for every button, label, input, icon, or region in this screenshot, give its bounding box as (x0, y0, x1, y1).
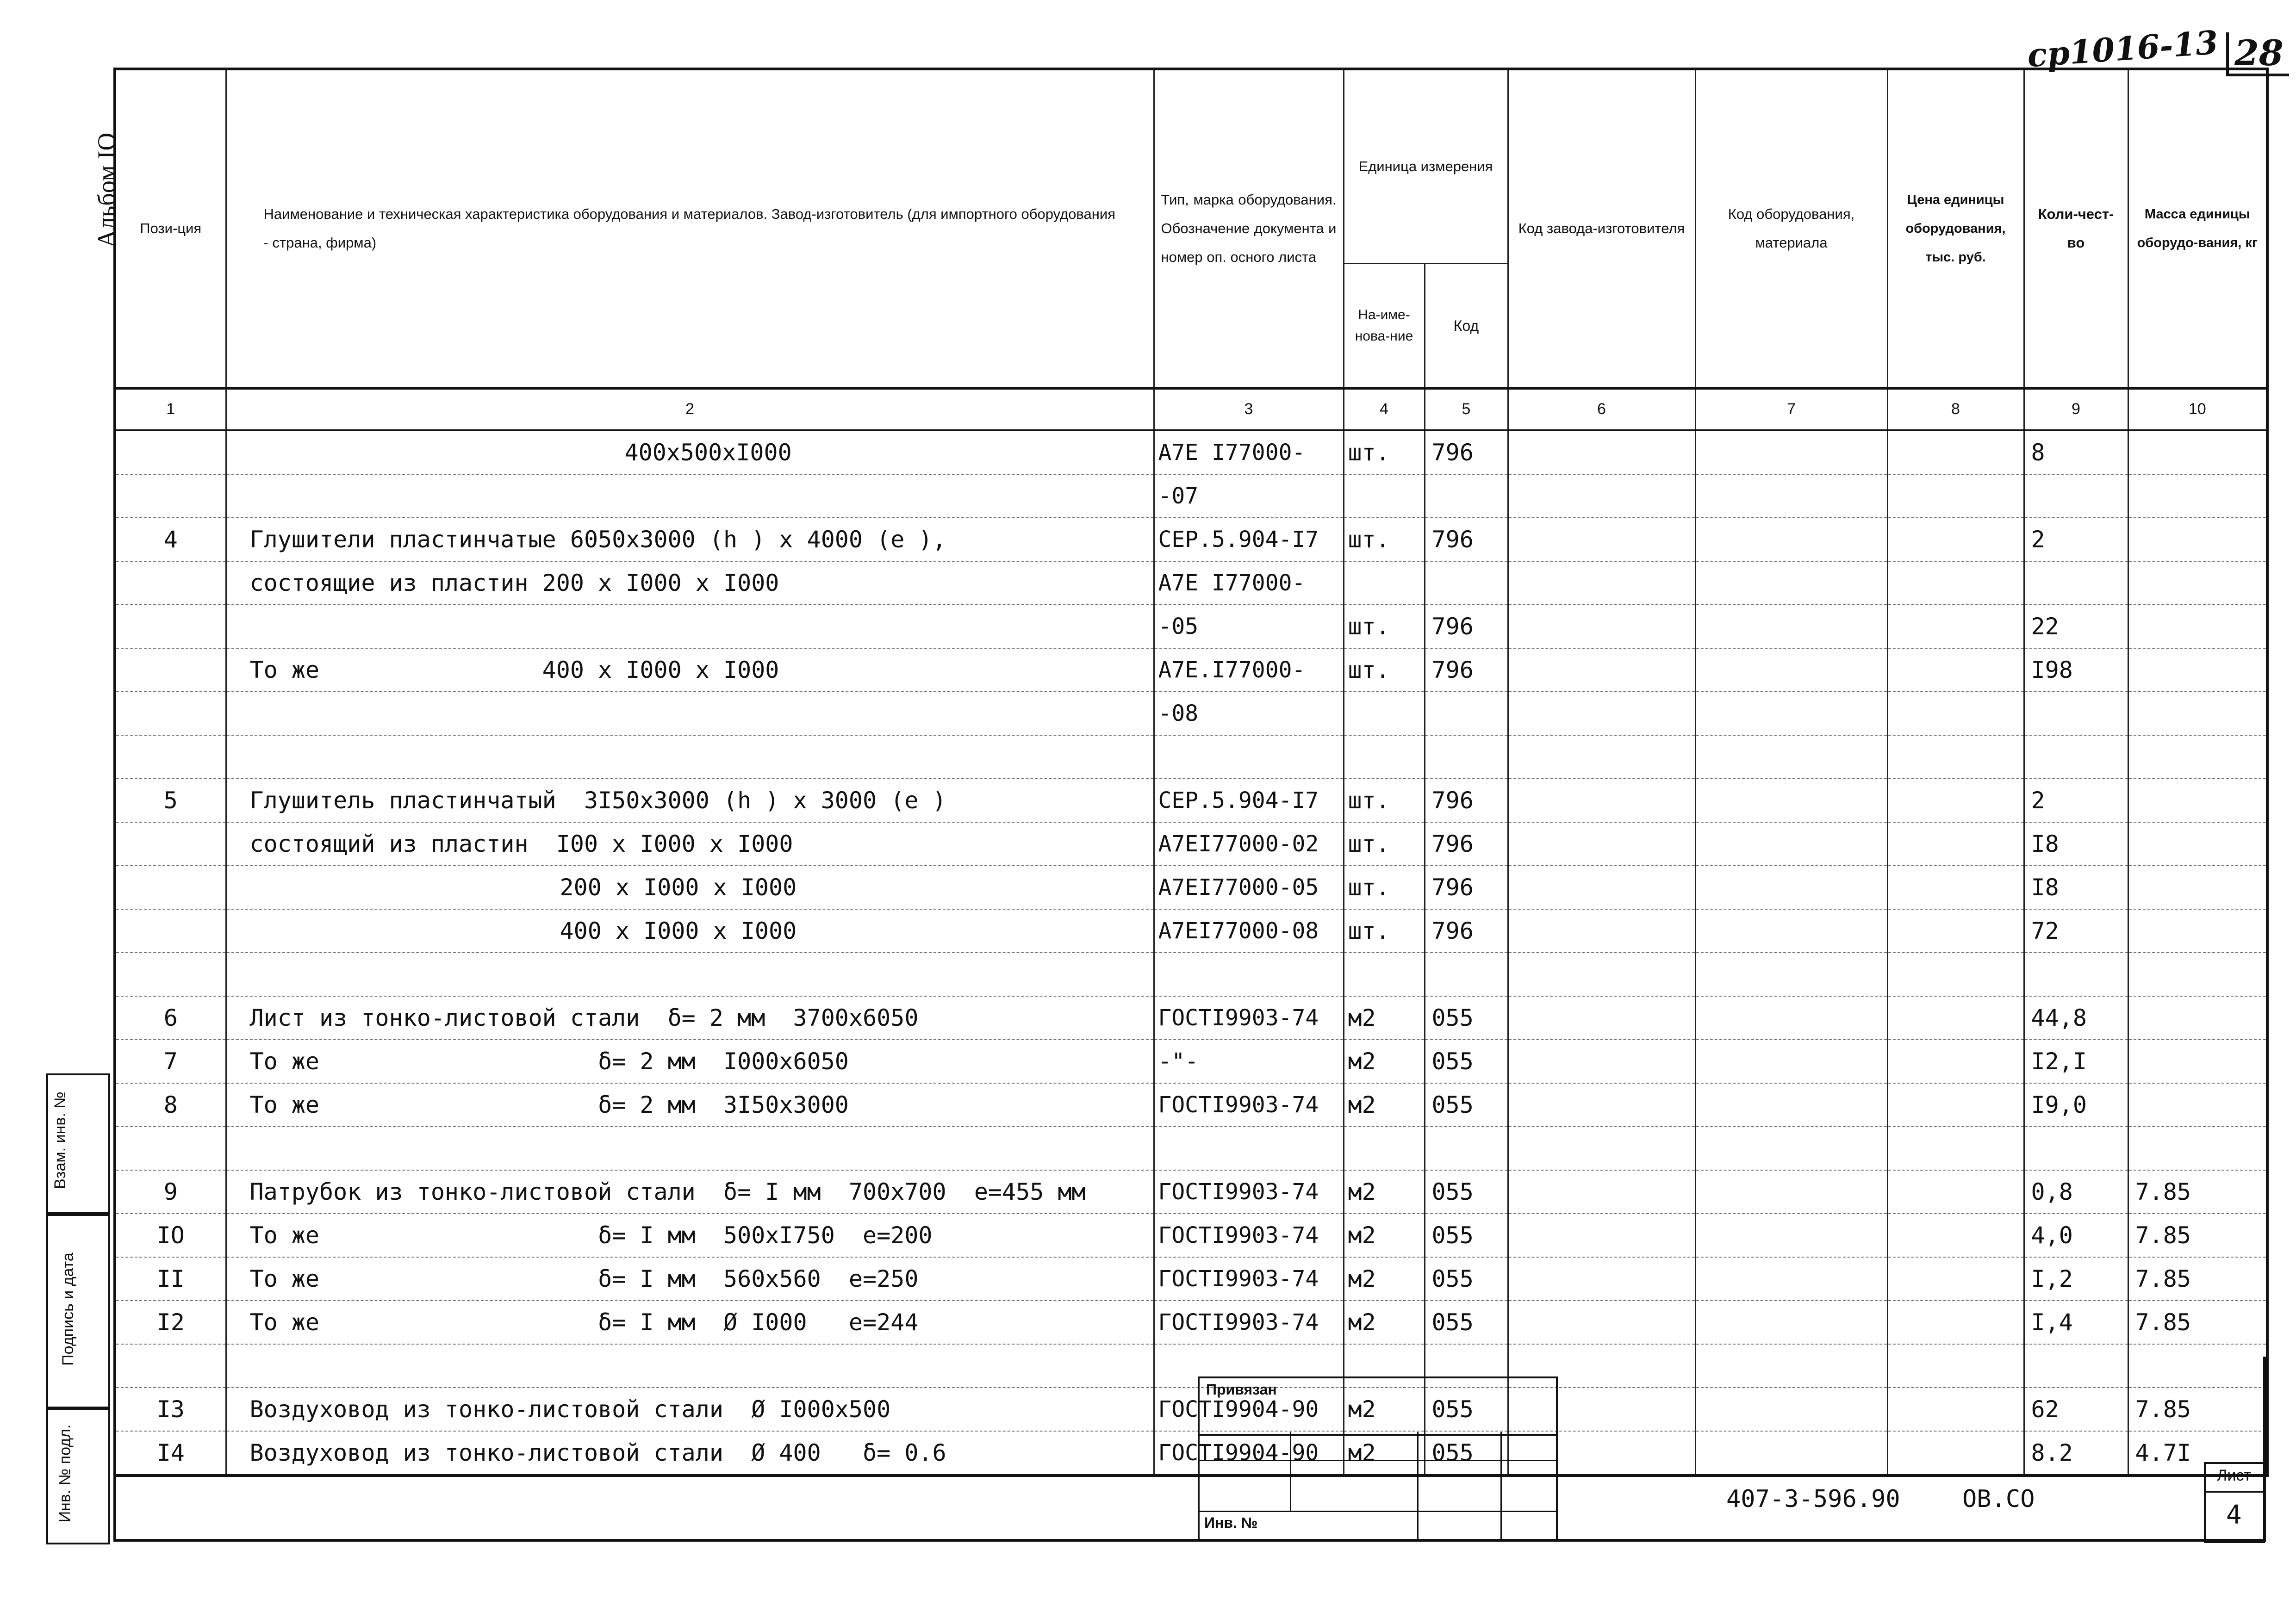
unit-cell (1344, 1127, 1425, 1170)
unit-cell (1344, 953, 1425, 996)
position-cell (115, 1127, 226, 1170)
header-type: Тип, марка оборудования. Обозначение документа и номер оп. осного листа (1154, 69, 1344, 388)
name-cell (226, 1127, 1154, 1170)
price-cell (1887, 474, 2024, 518)
table-row (115, 474, 2267, 518)
equipment-code-cell (1695, 518, 1887, 561)
unit-code-cell: 796 (1425, 518, 1508, 561)
plant-code-cell (1508, 474, 1695, 518)
unit-code-cell: 796 (1425, 779, 1508, 822)
equipment-code-cell (1695, 561, 1887, 605)
mass-cell (2128, 822, 2267, 866)
mass-cell: 7.85 (2128, 1214, 2267, 1257)
column-number: 1 (115, 388, 226, 430)
name-cell: 400 x I000 x I000 (226, 909, 1154, 953)
quantity-cell: 4,0 (2024, 1214, 2128, 1257)
document-cell: CEP.5.904-I7 (1154, 779, 1344, 822)
price-cell (1887, 1040, 2024, 1083)
unit-code-cell: 055 (1425, 996, 1508, 1040)
document-cell: ГОСТI9903-74 (1154, 1170, 1344, 1214)
quantity-cell (2024, 735, 2128, 779)
stamp-bound-label: Привязан (1206, 1381, 1277, 1398)
plant-code-cell (1508, 1257, 1695, 1301)
document-cell: A7E I77000- (1154, 561, 1344, 605)
unit-code-cell (1425, 735, 1508, 779)
document-cell: ГОСТI9904-90 (1154, 1388, 1344, 1431)
unit-code-cell: 055 (1425, 1170, 1508, 1214)
unit-code-cell: 055 (1425, 1301, 1508, 1344)
plant-code-cell (1508, 648, 1695, 692)
equipment-code-cell (1695, 1257, 1887, 1301)
name-cell: То же 400 x I000 x I000 (226, 648, 1154, 692)
mass-cell: 7.85 (2128, 1170, 2267, 1214)
price-cell (1887, 692, 2024, 735)
equipment-code-cell (1695, 474, 1887, 518)
column-number: 6 (1508, 388, 1695, 430)
table-row (115, 648, 2267, 692)
plant-code-cell (1508, 1170, 1695, 1214)
name-cell: То же δ= I мм 500xI750 e=200 (226, 1214, 1154, 1257)
plant-code-cell (1508, 692, 1695, 735)
position-cell: 5 (115, 779, 226, 822)
stamp-inv-label: Инв. № (1204, 1514, 1258, 1531)
mass-cell (2128, 779, 2267, 822)
name-cell (226, 692, 1154, 735)
table-row (115, 779, 2267, 822)
table-row (115, 518, 2267, 561)
document-cell: A7E.I77000- (1154, 648, 1344, 692)
mass-cell (2128, 735, 2267, 779)
name-cell (226, 474, 1154, 518)
header-unit-name: На-име-нова-ние (1344, 263, 1425, 388)
name-cell: То же δ= 2 мм 3I50x3000 (226, 1083, 1154, 1127)
name-cell: 200 x I000 x I000 (226, 866, 1154, 909)
equipment-code-cell (1695, 822, 1887, 866)
name-cell: Воздуховод из тонко-листовой стали Ø I000x500 (226, 1388, 1154, 1431)
header-price: Цена единицы оборудования, тыс. руб. (1887, 69, 2024, 388)
table-row (115, 996, 2267, 1040)
equipment-code-cell (1695, 1170, 1887, 1214)
quantity-cell: I,4 (2024, 1301, 2128, 1344)
unit-cell: шт. (1344, 909, 1425, 953)
document-cell: ГОСТI9903-74 (1154, 1083, 1344, 1127)
equipment-table (113, 68, 2269, 1477)
column-number: 4 (1344, 388, 1425, 430)
unit-cell: шт. (1344, 430, 1425, 474)
quantity-cell: I98 (2024, 648, 2128, 692)
quantity-cell: I2,I (2024, 1040, 2128, 1083)
name-cell: Лист из тонко-листовой стали δ= 2 мм 3700x6050 (226, 996, 1154, 1040)
mass-cell (2128, 866, 2267, 909)
document-cell: -05 (1154, 605, 1344, 648)
plant-code-cell (1508, 866, 1695, 909)
quantity-cell (2024, 953, 2128, 996)
unit-cell: м2 (1344, 1083, 1425, 1127)
unit-code-cell (1425, 953, 1508, 996)
price-cell (1887, 648, 2024, 692)
unit-cell: м2 (1344, 1431, 1425, 1476)
plant-code-cell (1508, 996, 1695, 1040)
table-row (115, 866, 2267, 909)
document-cell: -"- (1154, 1040, 1344, 1083)
price-cell (1887, 430, 2024, 474)
position-cell (115, 474, 226, 518)
document-cell: ГОСТI9904-90 (1154, 1431, 1344, 1476)
quantity-cell: 0,8 (2024, 1170, 2128, 1214)
price-cell (1887, 1257, 2024, 1301)
quantity-cell (2024, 1127, 2128, 1170)
header-quantity: Коли-чест-во (2024, 69, 2128, 388)
position-cell (115, 648, 226, 692)
plant-code-cell (1508, 909, 1695, 953)
unit-code-cell: 796 (1425, 648, 1508, 692)
column-numbers-row (115, 388, 2267, 430)
quantity-cell: I8 (2024, 866, 2128, 909)
document-cell: CEP.5.904-I7 (1154, 518, 1344, 561)
unit-cell: шт. (1344, 648, 1425, 692)
mass-cell (2128, 953, 2267, 996)
name-cell: Патрубок из тонко-листовой стали δ= I мм 700x700 e=455 мм (226, 1170, 1154, 1214)
side-label-podpis: Подпись и дата (59, 1252, 77, 1366)
column-number: 9 (2024, 388, 2128, 430)
unit-cell: шт. (1344, 822, 1425, 866)
quantity-cell: 22 (2024, 605, 2128, 648)
document-cell: ГОСТI9903-74 (1154, 996, 1344, 1040)
quantity-cell: 2 (2024, 518, 2128, 561)
position-cell (115, 822, 226, 866)
unit-code-cell (1425, 561, 1508, 605)
plant-code-cell (1508, 605, 1695, 648)
unit-cell (1344, 692, 1425, 735)
price-cell (1887, 822, 2024, 866)
equipment-code-cell (1695, 996, 1887, 1040)
position-cell (115, 735, 226, 779)
position-cell (115, 909, 226, 953)
position-cell: 6 (115, 996, 226, 1040)
plant-code-cell (1508, 953, 1695, 996)
price-cell (1887, 735, 2024, 779)
mass-cell: 7.85 (2128, 1301, 2267, 1344)
unit-code-cell: 055 (1425, 1214, 1508, 1257)
table-row (115, 735, 2267, 779)
equipment-code-cell (1695, 1301, 1887, 1344)
unit-code-cell: 796 (1425, 822, 1508, 866)
header-name: Наименование и техническая характеристика оборудования и материалов. Завод-изготовитель (для импортного оборудования - страна, фирма) (226, 69, 1154, 388)
table-row (115, 692, 2267, 735)
document-cell: ГОСТI9903-74 (1154, 1257, 1344, 1301)
table-row (115, 1214, 2267, 1257)
position-cell: 8 (115, 1083, 226, 1127)
name-cell (226, 735, 1154, 779)
name-cell: Воздуховод из тонко-листовой стали Ø 400 δ= 0.6 (226, 1431, 1154, 1476)
table-row (115, 605, 2267, 648)
plant-code-cell (1508, 518, 1695, 561)
position-cell: IO (115, 1214, 226, 1257)
quantity-cell: 44,8 (2024, 996, 2128, 1040)
quantity-cell (2024, 474, 2128, 518)
corner-handwritten-mark: ср1016-13 (2026, 23, 2220, 75)
unit-cell: м2 (1344, 1040, 1425, 1083)
stamp-sheet-label: Лист (2217, 1467, 2251, 1484)
equipment-code-cell (1695, 779, 1887, 822)
mass-cell: 4.7I (2128, 1431, 2267, 1476)
document-cell: ГОСТI9903-74 (1154, 1214, 1344, 1257)
equipment-code-cell (1695, 1083, 1887, 1127)
document-cell: A7EI77000-08 (1154, 909, 1344, 953)
quantity-cell: I9,0 (2024, 1083, 2128, 1127)
mass-cell: 7.85 (2128, 1388, 2267, 1431)
table-row (115, 1301, 2267, 1344)
name-cell: То же δ= I мм 560x560 e=250 (226, 1257, 1154, 1301)
name-cell: Глушители пластинчатые 6050x3000 (h ) x 4000 (e ), (226, 518, 1154, 561)
album-label: Альбом IO (93, 132, 120, 248)
equipment-code-cell (1695, 1040, 1887, 1083)
quantity-cell: I,2 (2024, 1257, 2128, 1301)
unit-code-cell: 796 (1425, 430, 1508, 474)
plant-code-cell (1508, 1301, 1695, 1344)
column-number: 8 (1887, 388, 2024, 430)
position-cell (115, 605, 226, 648)
quantity-cell (2024, 692, 2128, 735)
header-position: Пози-ция (115, 69, 226, 388)
mass-cell (2128, 692, 2267, 735)
position-cell: 7 (115, 1040, 226, 1083)
unit-code-cell: 055 (1425, 1083, 1508, 1127)
mass-cell (2128, 605, 2267, 648)
header-equipment-code: Код оборудования, материала (1695, 69, 1887, 388)
position-cell (115, 430, 226, 474)
header-plant-code: Код завода-изготовителя (1508, 69, 1695, 388)
column-number: 3 (1154, 388, 1344, 430)
equipment-code-cell (1695, 1214, 1887, 1257)
position-cell: 4 (115, 518, 226, 561)
price-cell (1887, 518, 2024, 561)
mass-cell (2128, 1083, 2267, 1127)
name-cell: состоящие из пластин 200 x I000 x I000 (226, 561, 1154, 605)
equipment-code-cell (1695, 692, 1887, 735)
quantity-cell (2024, 561, 2128, 605)
unit-cell: шт. (1344, 605, 1425, 648)
position-cell: I3 (115, 1388, 226, 1431)
stamp-doc-code: 407-3-596.90 (1726, 1485, 1900, 1513)
plant-code-cell (1508, 1127, 1695, 1170)
header-unit-code: Код (1425, 263, 1508, 388)
side-label-vzam: Взам. инв. № (51, 1091, 69, 1189)
name-cell (226, 953, 1154, 996)
name-cell: состоящий из пластин I00 x I000 x I000 (226, 822, 1154, 866)
mass-cell (2128, 996, 2267, 1040)
mass-cell (2128, 1040, 2267, 1083)
unit-cell: шт. (1344, 866, 1425, 909)
equipment-code-cell (1695, 648, 1887, 692)
quantity-cell: 2 (2024, 779, 2128, 822)
plant-code-cell (1508, 735, 1695, 779)
mass-cell (2128, 474, 2267, 518)
unit-cell: м2 (1344, 996, 1425, 1040)
position-cell: II (115, 1257, 226, 1301)
unit-cell (1344, 474, 1425, 518)
column-number: 5 (1425, 388, 1508, 430)
price-cell (1887, 866, 2024, 909)
equipment-code-cell (1695, 953, 1887, 996)
mass-cell: 7.85 (2128, 1257, 2267, 1301)
table-row (115, 909, 2267, 953)
unit-cell (1344, 735, 1425, 779)
table-row (115, 1257, 2267, 1301)
equipment-code-cell (1695, 909, 1887, 953)
unit-cell: м2 (1344, 1214, 1425, 1257)
position-cell (115, 953, 226, 996)
table-row (115, 430, 2267, 474)
plant-code-cell (1508, 1214, 1695, 1257)
table-row (115, 1083, 2267, 1127)
price-cell (1887, 953, 2024, 996)
plant-code-cell (1508, 561, 1695, 605)
document-cell (1154, 735, 1344, 779)
price-cell (1887, 1083, 2024, 1127)
price-cell (1887, 605, 2024, 648)
mass-cell (2128, 430, 2267, 474)
unit-cell: м2 (1344, 1388, 1425, 1431)
unit-code-cell (1425, 692, 1508, 735)
table-row (115, 822, 2267, 866)
plant-code-cell (1508, 430, 1695, 474)
document-cell: A7E I77000- (1154, 430, 1344, 474)
equipment-code-cell (1695, 735, 1887, 779)
name-cell: То же δ= 2 мм I000x6050 (226, 1040, 1154, 1083)
corner-sheet-number: 28 (2226, 32, 2289, 76)
quantity-cell: 62 (2024, 1388, 2128, 1431)
price-cell (1887, 1214, 2024, 1257)
price-cell (1887, 909, 2024, 953)
unit-cell (1344, 561, 1425, 605)
unit-code-cell: 055 (1425, 1388, 1508, 1431)
side-strip-podpis (46, 1212, 110, 1410)
header-mass: Масса единицы оборудо-вания, кг (2128, 69, 2267, 388)
mass-cell (2128, 561, 2267, 605)
stamp-doc-suffix: OB.CO (1962, 1485, 2035, 1513)
unit-cell: м2 (1344, 1170, 1425, 1214)
unit-code-cell: 055 (1425, 1040, 1508, 1083)
stamp-sheet-number: 4 (2226, 1500, 2242, 1530)
price-cell (1887, 1170, 2024, 1214)
price-cell (1887, 779, 2024, 822)
unit-code-cell: 055 (1425, 1431, 1508, 1476)
price-cell (1887, 1127, 2024, 1170)
document-cell: -08 (1154, 692, 1344, 735)
equipment-code-cell (1695, 866, 1887, 909)
unit-cell: м2 (1344, 1257, 1425, 1301)
table-row (115, 953, 2267, 996)
column-number: 10 (2128, 388, 2267, 430)
table-row (115, 1170, 2267, 1214)
document-cell (1154, 1127, 1344, 1170)
plant-code-cell (1508, 779, 1695, 822)
header-unit-group: Единица измерения (1344, 69, 1508, 263)
position-cell: I2 (115, 1301, 226, 1344)
equipment-code-cell (1695, 1127, 1887, 1170)
equipment-code-cell (1695, 605, 1887, 648)
unit-code-cell (1425, 474, 1508, 518)
plant-code-cell (1508, 822, 1695, 866)
position-cell: I4 (115, 1431, 226, 1476)
plant-code-cell (1508, 1083, 1695, 1127)
mass-cell (2128, 1127, 2267, 1170)
name-cell (226, 605, 1154, 648)
position-cell (115, 692, 226, 735)
unit-code-cell: 796 (1425, 866, 1508, 909)
unit-code-cell: 055 (1425, 1257, 1508, 1301)
name-cell: Глушитель пластинчатый 3I50x3000 (h ) x 3000 (e ) (226, 779, 1154, 822)
column-number: 7 (1695, 388, 1887, 430)
equipment-code-cell (1695, 430, 1887, 474)
unit-code-cell (1425, 1127, 1508, 1170)
price-cell (1887, 996, 2024, 1040)
mass-cell (2128, 648, 2267, 692)
document-cell: ГОСТI9903-74 (1154, 1301, 1344, 1344)
bottom-frame (113, 1357, 2266, 1542)
column-number: 2 (226, 388, 1154, 430)
unit-cell: шт. (1344, 518, 1425, 561)
price-cell (1887, 561, 2024, 605)
document-cell: -07 (1154, 474, 1344, 518)
unit-cell: м2 (1344, 1301, 1425, 1344)
mass-cell (2128, 518, 2267, 561)
table-row (115, 1127, 2267, 1170)
quantity-cell: 72 (2024, 909, 2128, 953)
position-cell: 9 (115, 1170, 226, 1214)
plant-code-cell (1508, 1040, 1695, 1083)
unit-code-cell: 796 (1425, 909, 1508, 953)
position-cell (115, 866, 226, 909)
quantity-cell: 8 (2024, 430, 2128, 474)
side-label-inv-podl: Инв. № подл. (56, 1424, 74, 1523)
unit-cell: шт. (1344, 779, 1425, 822)
price-cell (1887, 1301, 2024, 1344)
table-row (115, 561, 2267, 605)
name-cell: 400x500xI000 (226, 430, 1154, 474)
document-cell (1154, 953, 1344, 996)
table-row (115, 1040, 2267, 1083)
document-cell: A7EI77000-02 (1154, 822, 1344, 866)
quantity-cell: I8 (2024, 822, 2128, 866)
position-cell (115, 561, 226, 605)
quantity-cell: 8.2 (2024, 1431, 2128, 1476)
mass-cell (2128, 909, 2267, 953)
unit-code-cell: 796 (1425, 605, 1508, 648)
name-cell: То же δ= I мм Ø I000 e=244 (226, 1301, 1154, 1344)
document-cell: A7EI77000-05 (1154, 866, 1344, 909)
